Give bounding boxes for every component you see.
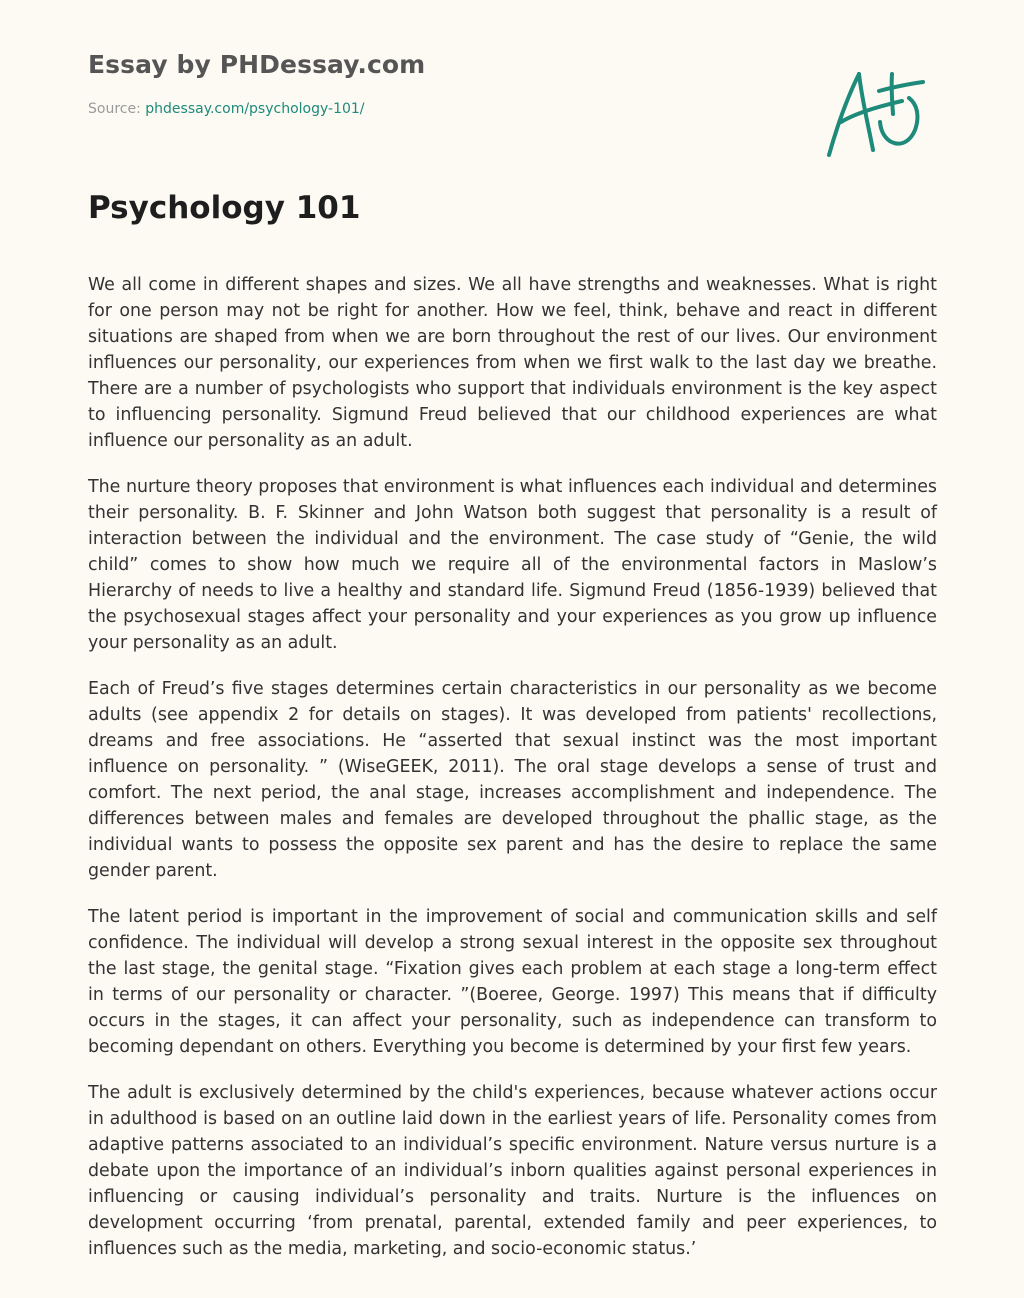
essay-paragraph: The nurture theory proposes that environment is what influences each individual and determines their personality. B. F. Skinner and John Watson both suggest that personality is a result of interaction between the individual and the environment. The case study of “Genie, the wild child” comes to show how much we require all of the environmental factors in Maslow’s Hierarchy of needs to live a healthy and standard life. Sigmund Freud (1856-1939) believed that the psychosexual stages affect your personality and your experiences as you grow up influence your personality as an adult. xyxy=(88,477,937,653)
essay-paragraph: Each of Freud’s five stages determines certain characteristics in our personality as we become adults (see appendix 2 for details on stages). It was developed from patients' recollections, dreams and free associations. He “asserted that sexual instinct was the most important influence on personality. ” (WiseGEEK, 2011). The oral stage develops a sense of trust and comfort. The next period, the anal stage, increases accomplishment and independence. The differences between males and females are developed throughout the phallic stage, as the individual wants to possess the opposite sex parent and has the desire to replace the same gender parent. xyxy=(88,679,937,881)
a-plus-grade-icon xyxy=(822,64,932,164)
source-link[interactable]: phdessay.com/psychology-101/ xyxy=(145,101,365,117)
essay-title: Psychology 101 xyxy=(88,190,361,226)
essay-body xyxy=(88,272,937,1259)
source-label: Source: xyxy=(88,101,146,117)
essay-paragraph: The latent period is important in the improvement of social and communication skills and self confidence. The individual will develop a strong sexual interest in the opposite sex throughout the last stage, the genital stage. “Fixation gives each problem at each stage a long-term effect in terms of our personality or character. ”(Boeree, George. 1997) This means that if difficulty occurs in the stages, it can affect your personality, such as independence can transform to becoming dependant on others. Everything you become is determined by your first few years. xyxy=(88,907,937,1057)
essay-paragraph: The adult is exclusively determined by the child's experiences, because whatever actions occur in adulthood is based on an outline laid down in the earliest years of life. Personality comes from adaptive patterns associated to an individual’s specific environment. Nature versus nurture is a debate upon the importance of an individual’s inborn qualities against personal experiences in influencing or causing individual’s personality and traits. Nurture is the influences on development occurring ‘from prenatal, parental, extended family and peer experiences, to influences such as the media, marketing, and socio-economic status.’ xyxy=(88,1083,937,1259)
essay-paragraph: We all come in different shapes and sizes. We all have strengths and weaknesses. What is right for one person may not be right for another. How we feel, think, behave and react in different situations are shaped from when we are born throughout the rest of our lives. Our environment influences our personality, our experiences from when we first walk to the last day we breathe. There are a number of psychologists who support that individuals environment is the key aspect to influencing personality. Sigmund Freud believed that our childhood experiences are what influence our personality as an adult. xyxy=(88,275,937,451)
site-title: Essay by PHDessay.com xyxy=(88,50,426,79)
source-line xyxy=(88,101,365,117)
